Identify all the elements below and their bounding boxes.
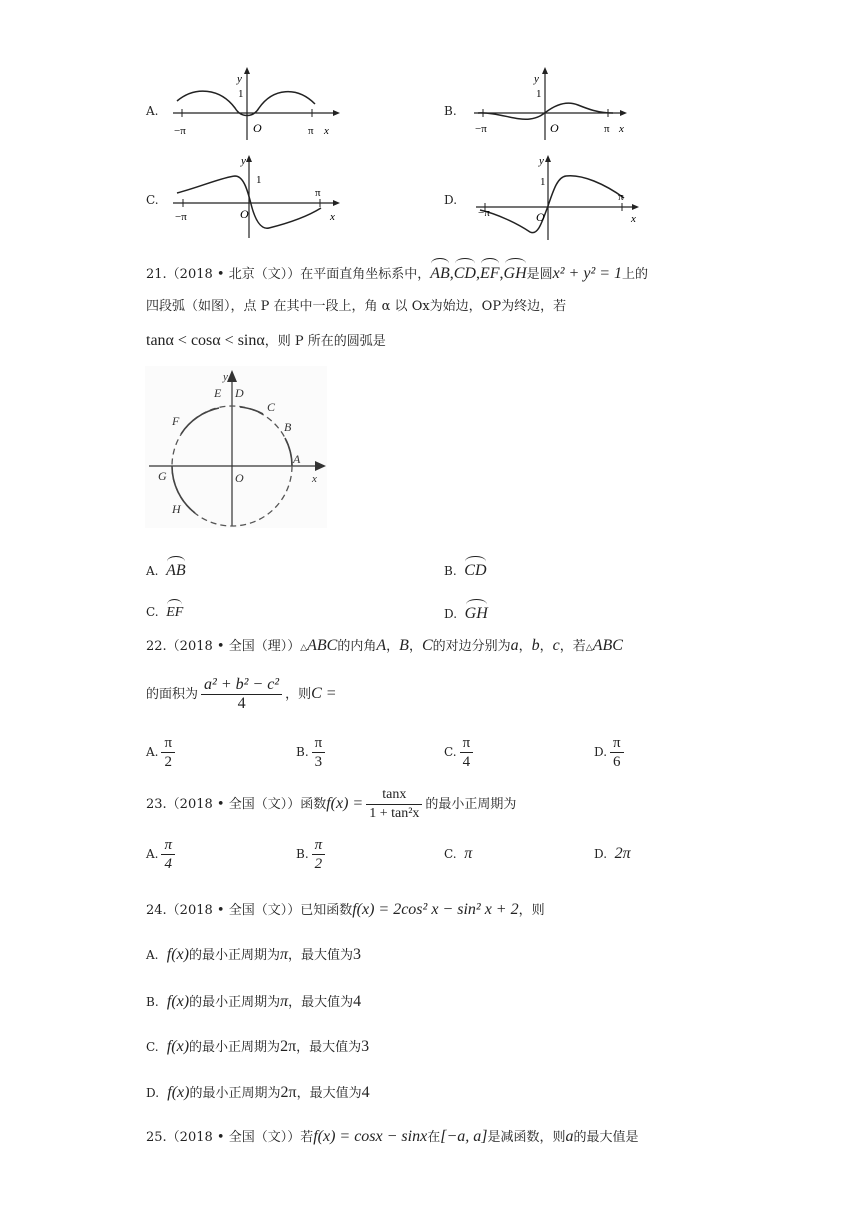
- x-axis-label: x: [330, 211, 335, 223]
- question-23-stem: [146, 786, 516, 823]
- text-fragment: ，则: [285, 687, 312, 702]
- question-25-number: 25.（2018 • 全国（文））若: [146, 1130, 314, 1145]
- text-fragment: 是圆: [526, 267, 553, 282]
- option-denominator: 6: [610, 752, 624, 771]
- option-function: f(x): [167, 1084, 190, 1101]
- option-b-label: B.: [444, 104, 457, 118]
- option-denominator: 3: [312, 752, 326, 771]
- var-a: a: [565, 1128, 574, 1145]
- graph-option-a: [165, 66, 340, 142]
- origin-label: O: [253, 121, 262, 135]
- tick-one: 1: [256, 174, 262, 186]
- option-numerator: π: [161, 836, 175, 855]
- option-denominator: 2: [161, 752, 175, 771]
- point-a-label: A: [293, 452, 301, 466]
- x-axis-label: x: [324, 125, 329, 137]
- graph-option-b: [468, 66, 643, 142]
- option-label: B.: [296, 847, 309, 861]
- var-c-upper: C: [421, 637, 433, 654]
- text-fragment: 在: [427, 1130, 441, 1145]
- question-25-stem: [146, 1127, 639, 1148]
- question-21-stem: 21.（2018 • 北京（文））在平面直角坐标系中，AB,CD,EF,GH是圆x² + y² = 1上的: [146, 258, 648, 285]
- option-max: 4: [361, 1084, 370, 1101]
- text-fragment: 的内角: [337, 639, 377, 654]
- option-max: 4: [353, 993, 362, 1010]
- option-value: AB: [166, 556, 186, 580]
- y-axis-label: y: [223, 371, 228, 383]
- point-f-label: F: [172, 414, 180, 428]
- option-label: B.: [444, 564, 457, 578]
- option-label: B.: [146, 995, 159, 1009]
- text-fragment: 的面积为: [146, 687, 199, 702]
- origin-label: O: [240, 207, 249, 221]
- option-a-label: A.: [146, 104, 159, 118]
- q22-option-c[interactable]: [444, 734, 476, 771]
- question-21-line3: [146, 331, 386, 352]
- text-fragment: 的对边分别为: [432, 639, 511, 654]
- function-lhs: f(x) =: [326, 795, 364, 812]
- y-axis-label: y: [241, 155, 246, 167]
- x-axis-label: x: [619, 123, 624, 135]
- question-22-number: 22.（2018 • 全国（理））: [146, 639, 301, 654]
- fraction-denominator: 1 + tan²x: [369, 806, 420, 821]
- point-c-label: C: [267, 400, 276, 414]
- area-numerator: a² + b² − c²: [201, 676, 282, 695]
- option-function: f(x): [166, 993, 190, 1010]
- graph-option-c: [165, 152, 345, 242]
- option-label: C.: [146, 605, 159, 619]
- fraction-numerator: tanx: [366, 786, 422, 805]
- tick-neg-pi: −π: [478, 207, 490, 219]
- question-23-number: 23.（2018 • 全国（文））函数: [146, 797, 327, 812]
- option-label: C.: [444, 745, 457, 759]
- origin-label: O: [550, 121, 559, 135]
- var-a-upper: A: [376, 637, 387, 654]
- interval: [−a, a]: [440, 1128, 488, 1145]
- option-label: C.: [146, 1040, 159, 1054]
- q22-option-d[interactable]: [594, 734, 627, 771]
- option-denominator: 2: [314, 856, 323, 872]
- option-label: B.: [296, 745, 309, 759]
- option-label: D.: [146, 1086, 160, 1100]
- tick-one: 1: [540, 176, 546, 188]
- option-period: 2π: [280, 1038, 297, 1055]
- tick-pi: π: [604, 123, 610, 135]
- tick-neg-pi: −π: [175, 211, 187, 223]
- option-numerator: π: [312, 836, 326, 855]
- q21-option-a[interactable]: [146, 556, 186, 580]
- q21-option-b[interactable]: [444, 556, 487, 580]
- var-c: c: [552, 637, 560, 654]
- option-value: CD: [464, 556, 486, 580]
- y-axis-label: y: [539, 155, 544, 167]
- graph-option-d: [470, 152, 650, 242]
- text-fragment: ，最大值为: [296, 1040, 362, 1055]
- tick-neg-pi: −π: [475, 123, 487, 135]
- option-denominator: 4: [164, 856, 172, 872]
- origin-label: O: [235, 471, 244, 485]
- question-21-number: 21.（2018 • 北京（文））在平面直角坐标系中，: [146, 267, 431, 282]
- x-axis-label: x: [312, 473, 317, 485]
- text-fragment: 的最小正周期为: [188, 948, 280, 963]
- arc-ef: EF: [480, 258, 500, 284]
- triangle-name: ABC: [592, 637, 623, 654]
- q23-option-c[interactable]: [444, 845, 472, 863]
- option-numerator: π: [462, 735, 471, 751]
- tick-pi: π: [308, 125, 314, 137]
- q22-option-b[interactable]: [296, 734, 328, 771]
- point-b-label: B: [284, 420, 292, 434]
- q21-option-c[interactable]: [146, 599, 183, 621]
- tick-neg-pi: −π: [174, 125, 186, 137]
- unit-circle-figure: [145, 366, 327, 528]
- q23-option-d[interactable]: [594, 845, 631, 863]
- option-period: 2π: [280, 1084, 297, 1101]
- tick-one: 1: [536, 88, 542, 100]
- option-value: GH: [465, 599, 488, 623]
- text-fragment: 的最小正周期为: [189, 1086, 281, 1101]
- circle-equation: x² + y² = 1: [552, 265, 623, 282]
- area-denominator: 4: [237, 695, 246, 712]
- x-axis-label: x: [631, 213, 636, 225]
- question-22-line2: [146, 676, 337, 713]
- option-value: π: [464, 845, 473, 862]
- text-fragment: ，最大值为: [288, 995, 354, 1010]
- condition-inequality: tanα < cosα < sinα: [146, 332, 265, 349]
- question-24-number: 24.（2018 • 全国（文））已知函数: [146, 903, 353, 918]
- option-numerator: π: [314, 735, 323, 751]
- option-label: A.: [146, 745, 159, 759]
- option-max: 3: [353, 946, 361, 963]
- q21-option-d[interactable]: [444, 599, 488, 623]
- option-period: π: [280, 993, 289, 1010]
- point-h-label: H: [172, 502, 181, 516]
- point-e-label: E: [214, 386, 222, 400]
- text-fragment: 的最小正周期为: [189, 995, 281, 1010]
- option-d-label: D.: [444, 193, 458, 207]
- option-function: f(x): [166, 946, 189, 963]
- option-period: π: [279, 946, 288, 963]
- tick-one: 1: [238, 88, 244, 100]
- text-fragment: 是减函数，则: [487, 1130, 566, 1145]
- tick-pi: π: [618, 191, 624, 203]
- q23-option-b[interactable]: [296, 836, 328, 873]
- q24-option-c[interactable]: [146, 1037, 369, 1058]
- q23-option-a[interactable]: [146, 836, 178, 873]
- y-axis-label: y: [237, 73, 242, 85]
- option-label: A.: [146, 564, 159, 578]
- q24-option-a[interactable]: [146, 945, 361, 966]
- triangle-symbol: △: [300, 643, 308, 653]
- option-max: 3: [361, 1038, 370, 1055]
- question-24-stem: [146, 900, 545, 921]
- var-b: b: [531, 637, 540, 654]
- arc-gh: GH: [504, 258, 527, 284]
- ask-expression: C =: [311, 685, 337, 702]
- option-function: f(x): [166, 1038, 190, 1055]
- tick-pi: π: [315, 187, 321, 199]
- option-numerator: π: [164, 735, 173, 751]
- q22-option-a[interactable]: [146, 734, 178, 771]
- text-fragment: ，则 P 所在的圆弧是: [264, 334, 386, 349]
- var-b-upper: B: [399, 637, 409, 654]
- option-label: D.: [594, 847, 608, 861]
- question-21-line2: 四段弧（如图），点 P 在其中一段上，角 α 以 Ox为始边，OP为终边，若: [146, 299, 567, 314]
- text-fragment: 上的: [622, 267, 649, 282]
- text-fragment: 的最大值是: [573, 1130, 639, 1145]
- text-fragment: 的最小正周期为: [425, 797, 517, 812]
- option-value: 2π: [614, 845, 631, 862]
- arc-cd: CD: [454, 258, 476, 284]
- y-axis-label: y: [534, 73, 539, 85]
- text-fragment: ，若: [559, 639, 586, 654]
- arc-ab: AB: [430, 258, 450, 284]
- function-expression: f(x) = 2cos² x − sin² x + 2: [352, 901, 519, 918]
- option-label: A.: [146, 847, 159, 861]
- option-value: EF: [166, 599, 183, 621]
- point-d-label: D: [235, 386, 244, 400]
- triangle-symbol: △: [585, 643, 593, 653]
- q24-option-b[interactable]: [146, 992, 361, 1013]
- text-fragment: ，最大值为: [296, 1086, 362, 1101]
- option-label: D.: [594, 745, 608, 759]
- option-denominator: 4: [460, 752, 474, 771]
- question-22-stem: 22.（2018 • 全国（理））△ABC的内角A，B，C的对边分别为a，b，c，若△ABC: [146, 637, 623, 654]
- text-fragment: 的最小正周期为: [189, 1040, 281, 1055]
- option-numerator: π: [613, 735, 621, 751]
- text-fragment: ，最大值为: [287, 948, 353, 963]
- q24-option-d[interactable]: [146, 1083, 370, 1104]
- var-a: a: [510, 637, 519, 654]
- origin-label: O: [536, 210, 545, 224]
- option-label: D.: [444, 607, 458, 621]
- option-label: C.: [444, 847, 457, 861]
- triangle-name: ABC: [307, 637, 338, 654]
- option-c-label: C.: [146, 193, 159, 207]
- option-label: A.: [146, 948, 159, 962]
- point-g-label: G: [158, 469, 167, 483]
- function-expression: f(x) = cosx − sinx: [313, 1128, 428, 1145]
- text-fragment: ，则: [518, 903, 545, 918]
